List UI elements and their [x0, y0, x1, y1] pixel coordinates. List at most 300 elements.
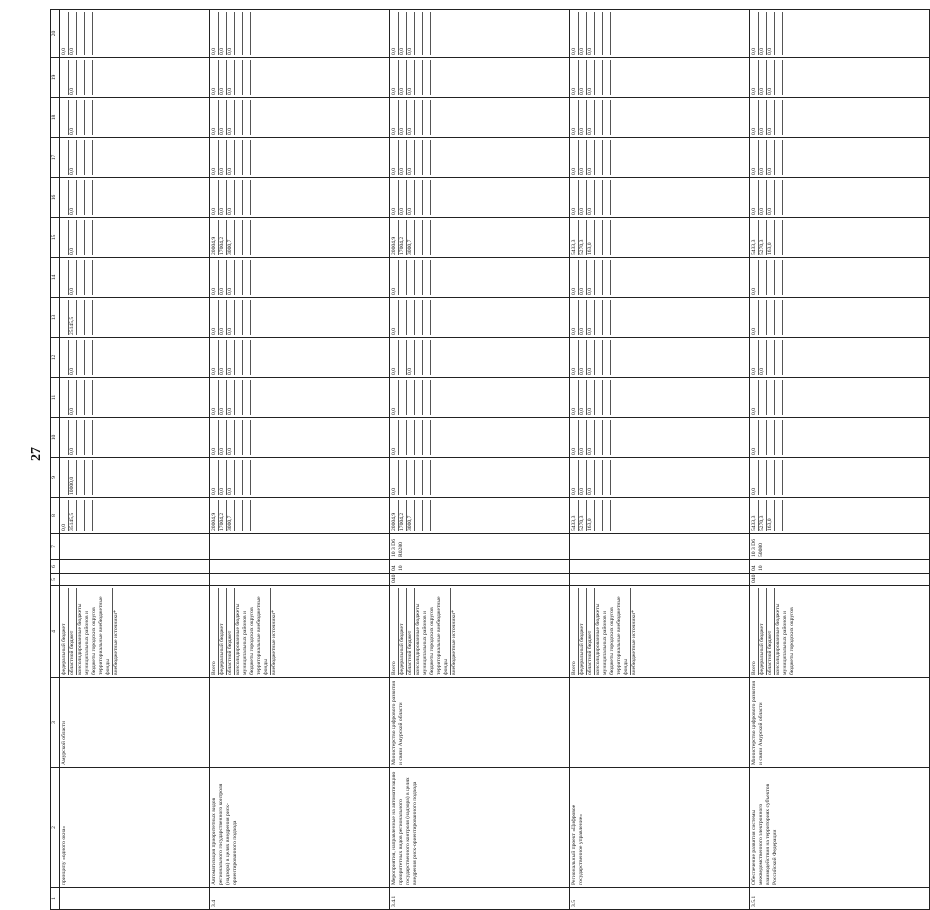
funding-sources [570, 586, 750, 678]
year-value [759, 260, 767, 295]
year-values [390, 58, 570, 98]
year-value [415, 340, 423, 375]
year-value: 0,0 [61, 12, 69, 55]
column-header: 13 [51, 298, 60, 338]
year-value: 163,0 [767, 220, 775, 255]
year-value [595, 300, 603, 335]
year-value: 0,0 [767, 180, 775, 215]
year-values [390, 138, 570, 178]
year-value: 0,0 [227, 140, 235, 175]
year-value: 0,0 [751, 420, 759, 455]
year-value [423, 380, 431, 415]
year-values [210, 258, 390, 298]
total-value: 17004,2 [399, 500, 407, 531]
year-value: 5270,3 [759, 220, 767, 255]
funding-source: федеральный бюджет [579, 588, 587, 675]
year-value: 20004,9 [211, 220, 219, 255]
year-values [570, 338, 750, 378]
year-value: 0,0 [227, 340, 235, 375]
year-value [603, 460, 611, 495]
year-values [210, 338, 390, 378]
column-header: 14 [51, 258, 60, 298]
year-value: 0,0 [211, 460, 219, 495]
year-value [85, 420, 93, 455]
year-values [60, 218, 210, 258]
year-value: 0,0 [391, 12, 399, 55]
year-value [77, 12, 85, 55]
column-header: 15 [51, 218, 60, 258]
funding-source: консолидированные бюджеты муниципальных районов и бюджеты городских округов территориальные внебюджетные фонды [415, 588, 451, 675]
year-value [603, 420, 611, 455]
year-value: 0,0 [391, 340, 399, 375]
year-value: 0,0 [391, 260, 399, 295]
year-value [775, 12, 783, 55]
year-value: 0,0 [399, 180, 407, 215]
year-value: 0,0 [579, 460, 587, 495]
year-value: 0,0 [69, 260, 77, 295]
year-value [415, 380, 423, 415]
year-value: 0,0 [751, 300, 759, 335]
funding-source: внебюджетные источники* [631, 610, 637, 675]
total-value: 17004,2 [219, 500, 227, 531]
total-value [595, 500, 603, 531]
year-value: 0,0 [587, 260, 595, 295]
year-value [759, 380, 767, 415]
year-value [85, 12, 93, 55]
year-value [603, 12, 611, 55]
year-value: 5270,3 [579, 220, 587, 255]
year-value [61, 460, 69, 495]
year-value: 17004,2 [219, 220, 227, 255]
year-value: 0,0 [587, 12, 595, 55]
executor: Министерство цифрового развития и связи Амурской области [750, 678, 930, 768]
year-value: 0,0 [579, 60, 587, 95]
year-value: 0,0 [579, 12, 587, 55]
year-value [407, 420, 415, 455]
year-values [390, 298, 570, 338]
column-header: 5 [51, 574, 60, 586]
total-value [603, 500, 611, 531]
year-value [415, 180, 423, 215]
year-value [235, 60, 243, 95]
year-value: 0,0 [219, 420, 227, 455]
year-value: 0,0 [391, 300, 399, 335]
year-value [415, 260, 423, 295]
year-value: 0,0 [571, 12, 579, 55]
section-code [210, 560, 390, 574]
target-code: 10 3 D6 R0280 [390, 534, 570, 560]
year-value [595, 180, 603, 215]
year-value: 0,0 [751, 140, 759, 175]
year-value [399, 260, 407, 295]
year-value: 0,0 [227, 180, 235, 215]
year-value: 0,0 [571, 180, 579, 215]
year-value: 0,0 [227, 420, 235, 455]
year-values [60, 138, 210, 178]
funding-source: областной бюджет [767, 588, 775, 675]
year-value: 0,0 [751, 260, 759, 295]
year-value: 0,0 [587, 60, 595, 95]
year-value [759, 460, 767, 495]
year-value [423, 460, 431, 495]
year-value [243, 380, 251, 415]
year-value [603, 220, 611, 255]
year-value [235, 12, 243, 55]
total-value [77, 500, 85, 531]
year-values [570, 58, 750, 98]
column-header: 2 [51, 768, 60, 888]
year-value [85, 140, 93, 175]
year-value: 0,0 [587, 100, 595, 135]
year-value: 0,0 [571, 60, 579, 95]
year-value: 0,0 [211, 100, 219, 135]
year-value [77, 380, 85, 415]
year-value: 0,0 [751, 100, 759, 135]
year-value [415, 460, 423, 495]
year-values [390, 378, 570, 418]
year-value [77, 100, 85, 135]
year-value [423, 220, 431, 255]
total-values [750, 498, 930, 534]
year-value: 0,0 [571, 140, 579, 175]
year-value: 0,0 [227, 60, 235, 95]
year-value: 0,0 [767, 100, 775, 135]
grbs-code [210, 574, 390, 586]
funding-sources [390, 586, 570, 678]
grbs-code [570, 574, 750, 586]
funding-source: федеральный бюджет [399, 588, 407, 675]
year-values [60, 338, 210, 378]
year-value [235, 380, 243, 415]
section-code: 04 10 [750, 560, 930, 574]
year-value: 0,0 [407, 12, 415, 55]
year-value: 0,0 [219, 460, 227, 495]
year-value [415, 420, 423, 455]
table-row [60, 10, 210, 910]
year-value: 0,0 [759, 60, 767, 95]
year-value [77, 60, 85, 95]
budget-table-sheet [50, 30, 910, 907]
year-value [85, 100, 93, 135]
year-value: 0,0 [751, 12, 759, 55]
year-value [595, 220, 603, 255]
year-value [399, 340, 407, 375]
year-value: 0,0 [407, 180, 415, 215]
year-value [243, 260, 251, 295]
year-value: 0,0 [767, 60, 775, 95]
year-value: 0,0 [587, 340, 595, 375]
year-values [210, 58, 390, 98]
column-header: 20 [51, 10, 60, 58]
year-value: 5433,3 [751, 220, 759, 255]
year-value: 0,0 [571, 460, 579, 495]
total-value [85, 500, 93, 531]
year-value [603, 260, 611, 295]
total-value: 3000,7 [407, 500, 415, 531]
year-value: 0,0 [227, 460, 235, 495]
year-value: 0,0 [751, 380, 759, 415]
funding-source: консолидированные бюджеты муниципальных районов и бюджеты городских округов территориальные внебюджетные фонды [235, 588, 271, 675]
year-values [60, 298, 210, 338]
year-values [60, 178, 210, 218]
year-value: 0,0 [219, 340, 227, 375]
year-value [407, 380, 415, 415]
year-values [750, 418, 930, 458]
year-value: 0,0 [69, 140, 77, 175]
year-value [603, 380, 611, 415]
year-value: 0,0 [579, 420, 587, 455]
column-header: 6 [51, 560, 60, 574]
year-value: 0,0 [227, 12, 235, 55]
funding-source: федеральный бюджет [61, 588, 69, 675]
year-value [399, 300, 407, 335]
year-values [570, 178, 750, 218]
year-values [750, 258, 930, 298]
year-value [415, 100, 423, 135]
total-value [235, 500, 243, 531]
year-value: 0,0 [587, 460, 595, 495]
column-header: 17 [51, 138, 60, 178]
year-value: 0,0 [751, 340, 759, 375]
year-value: 0,0 [211, 420, 219, 455]
year-value: 0,0 [759, 340, 767, 375]
year-value [77, 220, 85, 255]
year-value [85, 180, 93, 215]
year-value [61, 420, 69, 455]
year-value: 0,0 [407, 60, 415, 95]
year-value: 5433,3 [571, 220, 579, 255]
total-value [423, 500, 431, 531]
funding-source: Всего [391, 588, 399, 675]
year-value [767, 460, 775, 495]
year-value [243, 140, 251, 175]
year-value [77, 420, 85, 455]
year-value [603, 60, 611, 95]
funding-source: консолидированные бюджеты муниципальных районов и бюджеты городских округов территориальные внебюджетные фонды [595, 588, 631, 675]
year-value [61, 260, 69, 295]
year-values [210, 138, 390, 178]
year-values [750, 458, 930, 498]
year-value: 0,0 [391, 420, 399, 455]
year-value [77, 340, 85, 375]
year-value: 0,0 [571, 420, 579, 455]
measure-name: Региональный проект «Цифровое государственное управление» [570, 768, 750, 888]
year-value [407, 260, 415, 295]
year-value: 0,0 [391, 460, 399, 495]
year-value [775, 140, 783, 175]
column-header: 18 [51, 98, 60, 138]
executor [570, 678, 750, 768]
year-value: 0,0 [211, 260, 219, 295]
year-value [85, 380, 93, 415]
total-value [415, 500, 423, 531]
total-value: 5270,3 [579, 500, 587, 531]
year-value [399, 380, 407, 415]
year-value [243, 60, 251, 95]
year-values [750, 98, 930, 138]
total-value: 5270,3 [759, 500, 767, 531]
column-header: 19 [51, 58, 60, 98]
year-value: 0,0 [579, 340, 587, 375]
year-value [415, 12, 423, 55]
year-value [423, 420, 431, 455]
year-values [210, 98, 390, 138]
year-values [390, 10, 570, 58]
year-values [210, 178, 390, 218]
table-row [390, 10, 570, 910]
year-value: 0,0 [391, 180, 399, 215]
year-value [415, 60, 423, 95]
year-values [210, 10, 390, 58]
funding-source: федеральный бюджет [759, 588, 767, 675]
year-values [570, 378, 750, 418]
year-value: 0,0 [211, 300, 219, 335]
year-value: 0,0 [571, 300, 579, 335]
year-value [775, 260, 783, 295]
year-value [775, 180, 783, 215]
total-value: 20004,9 [391, 500, 399, 531]
column-header: 1 [51, 888, 60, 910]
total-value: 35145,5 [69, 500, 77, 531]
table-body [60, 10, 930, 910]
year-value [243, 100, 251, 135]
year-values [570, 98, 750, 138]
total-value: 163,0 [587, 500, 595, 531]
funding-source: областной бюджет [587, 588, 595, 675]
year-value [595, 380, 603, 415]
year-value [775, 460, 783, 495]
year-values [390, 458, 570, 498]
year-value: 0,0 [579, 260, 587, 295]
year-value: 0,0 [391, 380, 399, 415]
year-value [423, 260, 431, 295]
column-header: 8 [51, 498, 60, 534]
year-value [235, 340, 243, 375]
year-values [390, 338, 570, 378]
year-value [85, 260, 93, 295]
grbs-code [60, 574, 210, 586]
total-values [570, 498, 750, 534]
year-value [235, 180, 243, 215]
year-value [61, 300, 69, 335]
year-value: 0,0 [211, 340, 219, 375]
year-values [750, 378, 930, 418]
year-value [775, 300, 783, 335]
year-value: 0,0 [227, 100, 235, 135]
year-value [243, 220, 251, 255]
section-code: 04 10 [390, 560, 570, 574]
year-value: 0,0 [219, 12, 227, 55]
year-value [407, 300, 415, 335]
year-value [235, 460, 243, 495]
funding-sources [210, 586, 390, 678]
year-value: 3000,7 [227, 220, 235, 255]
year-values [570, 258, 750, 298]
year-value [77, 140, 85, 175]
year-values [750, 298, 930, 338]
year-value [423, 140, 431, 175]
year-values [390, 418, 570, 458]
year-value [423, 100, 431, 135]
total-value: 3000,7 [227, 500, 235, 531]
year-value: 0,0 [587, 420, 595, 455]
executor: Министерство цифрового развития и связи Амурской области [390, 678, 570, 768]
total-values [210, 498, 390, 534]
year-value: 0,0 [391, 60, 399, 95]
total-values [60, 498, 210, 534]
total-value [775, 500, 783, 531]
budget-table [50, 9, 930, 910]
year-value [243, 300, 251, 335]
column-header: 9 [51, 458, 60, 498]
target-code [570, 534, 750, 560]
measure-name: Автоматизация приоритетных видов регионального государственного контроля (надзора) в целях внедрения риск-ориентированного подхода [210, 768, 390, 888]
year-value: 0,0 [579, 100, 587, 135]
year-value [767, 420, 775, 455]
year-value [767, 380, 775, 415]
year-value [77, 460, 85, 495]
year-values [570, 418, 750, 458]
year-value [235, 260, 243, 295]
year-value [415, 220, 423, 255]
year-value: 25145,5 [69, 300, 77, 335]
year-value [423, 180, 431, 215]
funding-source: внебюджетные источники* [451, 610, 457, 675]
year-value: 0,0 [211, 60, 219, 95]
year-values [210, 458, 390, 498]
year-value [85, 220, 93, 255]
year-values [750, 138, 930, 178]
funding-source: федеральный бюджет [219, 588, 227, 675]
year-values [60, 378, 210, 418]
year-value [603, 340, 611, 375]
year-value: 0,0 [399, 140, 407, 175]
year-values [210, 298, 390, 338]
executor [210, 678, 390, 768]
year-value: 0,0 [219, 60, 227, 95]
year-value: 163,0 [587, 220, 595, 255]
total-value: 5433,3 [751, 500, 759, 531]
year-value [61, 60, 69, 95]
measure-name: Обеспечение развития системы межведомственного электронного взаимодействия на территориях субъектов Российской Федерации [750, 768, 930, 888]
year-value: 0,0 [579, 380, 587, 415]
year-value: 0,0 [227, 380, 235, 415]
year-value: 0,0 [579, 140, 587, 175]
target-code: 10 3 D6 50080 [750, 534, 930, 560]
year-values [60, 258, 210, 298]
total-value: 163,0 [767, 500, 775, 531]
target-code [210, 534, 390, 560]
executor: Амурской области [60, 678, 210, 768]
header-row [51, 10, 60, 910]
year-value: 0,0 [571, 260, 579, 295]
year-values [60, 58, 210, 98]
year-value [595, 340, 603, 375]
year-value [85, 460, 93, 495]
year-value [243, 180, 251, 215]
year-value: 0,0 [399, 100, 407, 135]
year-value: 0,0 [579, 300, 587, 335]
year-value [775, 420, 783, 455]
row-number: 3.5 [570, 888, 750, 910]
year-values [390, 178, 570, 218]
year-value: 0,0 [759, 100, 767, 135]
funding-source: Всего [571, 588, 579, 675]
year-value: 0,0 [399, 60, 407, 95]
year-value [399, 460, 407, 495]
year-value: 0,0 [69, 420, 77, 455]
total-value [243, 500, 251, 531]
